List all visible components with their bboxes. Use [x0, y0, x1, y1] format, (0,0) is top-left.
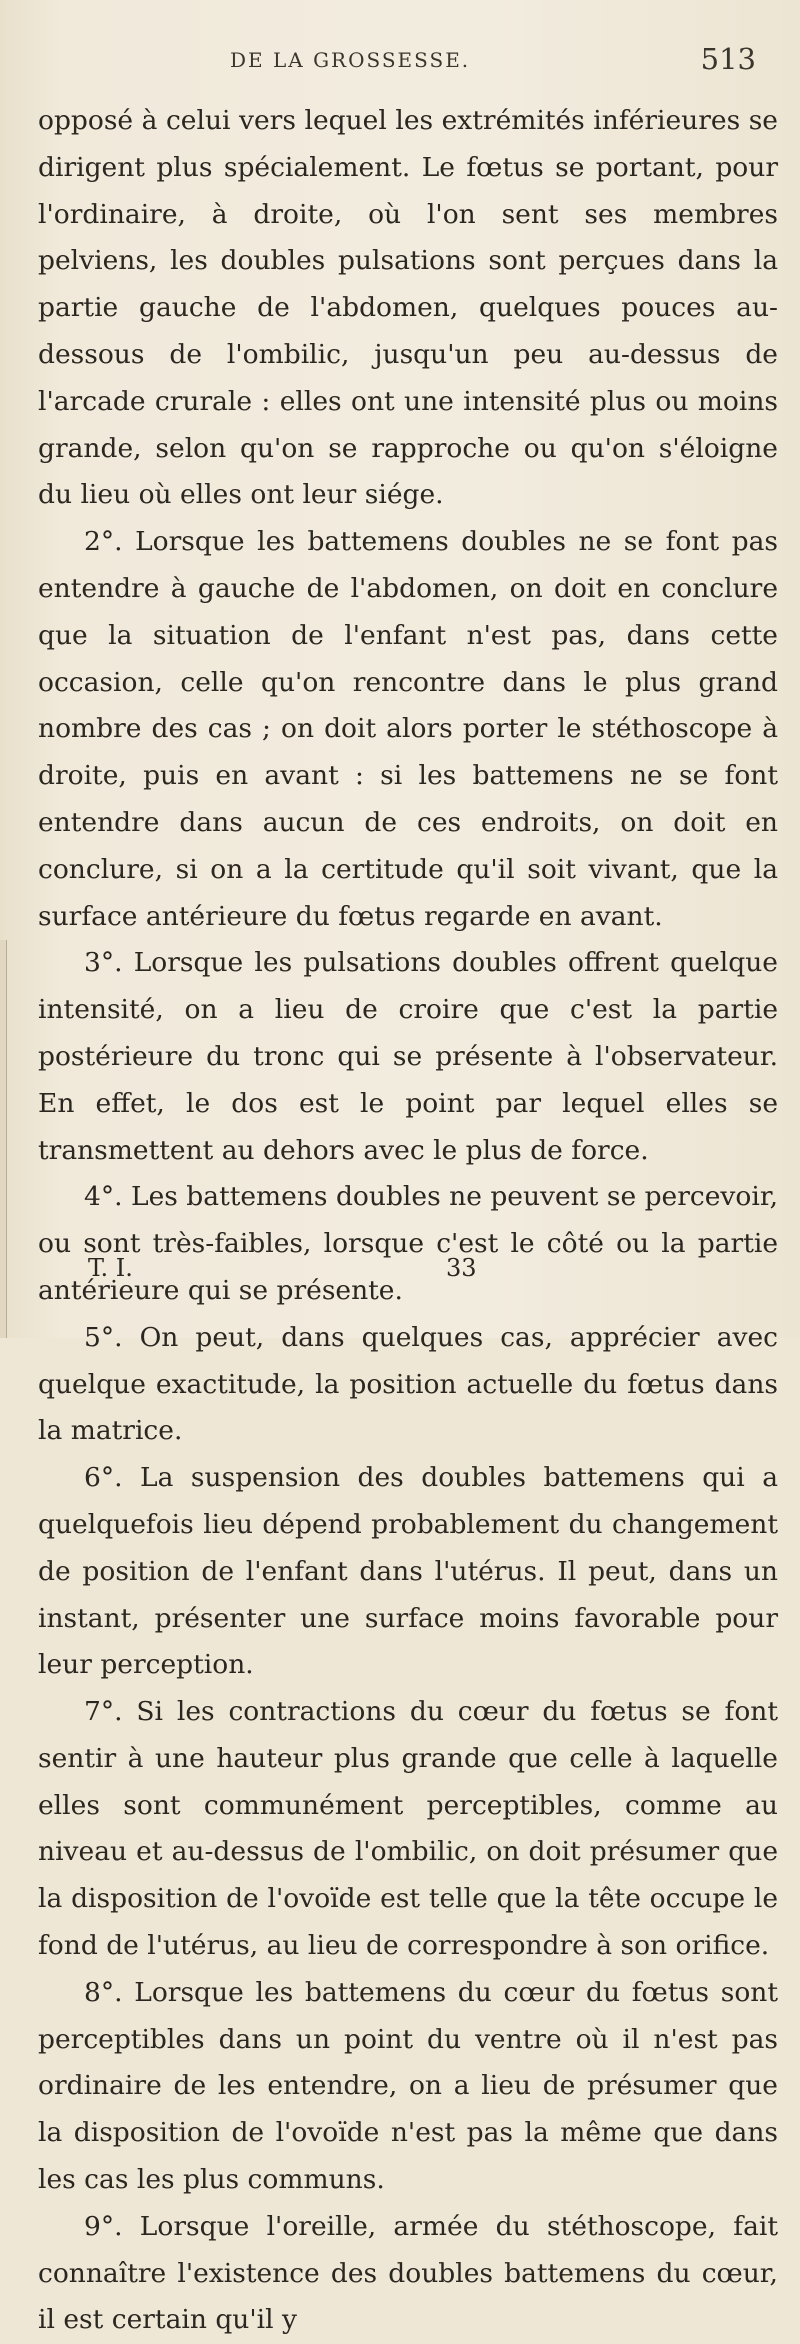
page-number: 513	[700, 42, 756, 76]
paragraph-point-7: 7°. Si les contractions du cœur du fœtus se font sentir à une hauteur plus grande que celle à laquelle elles sont communément perceptibles, comme au niveau et au-dessus de l'ombilic, on doit présumer que la disposition de l'ovoïde est telle que la tête occupe le fond de l'utérus, au lieu de correspondre à son orifice.	[38, 1696, 778, 1962]
signature-mark: T. I.	[88, 1254, 133, 1282]
body-text	[38, 98, 778, 2344]
paragraph-point-8: 8°. Lorsque les battemens du cœur du fœtus sont perceptibles dans un point du ventre où il n'est pas ordinaire de les entendre, on a lieu de présumer que la disposition de l'ovoïde n'est pas la même que dans les cas les plus communs.	[38, 1976, 778, 2196]
paragraph-point-5: 5°. On peut, dans quelques cas, apprécier avec quelque exactitude, la position actuelle du fœtus dans la matrice.	[38, 1321, 778, 1447]
sheet-number: 33	[446, 1254, 477, 1282]
running-head	[60, 40, 760, 80]
paragraph-point-6: 6°. La suspension des doubles battemens qui a quelquefois lieu dépend probablement du changement de position de l'enfant dans l'utérus. Il peut, dans un instant, présenter une surface moins favorable pour leur perception.	[38, 1462, 778, 1681]
running-title: DE LA GROSSESSE.	[230, 48, 471, 72]
paragraph-point-3: 3°. Lorsque les pulsations doubles offrent quelque intensité, on a lieu de croire que c'est la partie postérieure du tronc qui se présente à l'observateur. En effet, le dos est le point par lequel elles se transmettent au dehors avec le plus de force.	[38, 947, 778, 1166]
paragraph-point-4: 4°. Les battemens doubles ne peuvent se percevoir, ou sont très-faibles, lorsque c'est le côté ou la partie antérieure qui se présente.	[38, 1181, 778, 1306]
page-footer	[0, 1252, 800, 1292]
paragraph-point-9: 9°. Lorsque l'oreille, armée du stéthoscope, fait connaître l'existence des doubles battemens du cœur, il est certain qu'il y	[38, 2210, 778, 2336]
paragraph-continuation: opposé à celui vers lequel les extrémités inférieures se dirigent plus spécialement. Le fœtus se portant, pour l'ordinaire, à droite, où l'on sent ses membres pelviens, les doubles pulsations sont perçues dans la partie gauche de l'abdomen, quelques pouces au-dessous de l'ombilic, jusqu'un peu au-dessus de l'arcade crurale : elles ont une intensité plus ou moins grande, selon qu'on se rapproche ou qu'on s'éloigne du lieu où elles ont leur siége.	[38, 105, 778, 511]
paragraph-point-2: 2°. Lorsque les battemens doubles ne se font pas entendre à gauche de l'abdomen, on doit en conclure que la situation de l'enfant n'est pas, dans cette occasion, celle qu'on rencontre dans le plus grand nombre des cas ; on doit alors porter le stéthoscope à droite, puis en avant : si les battemens ne se font entendre dans aucun de ces endroits, on doit en conclure, si on a la certitude qu'il soit vivant, que la surface antérieure du fœtus regarde en avant.	[38, 526, 778, 932]
